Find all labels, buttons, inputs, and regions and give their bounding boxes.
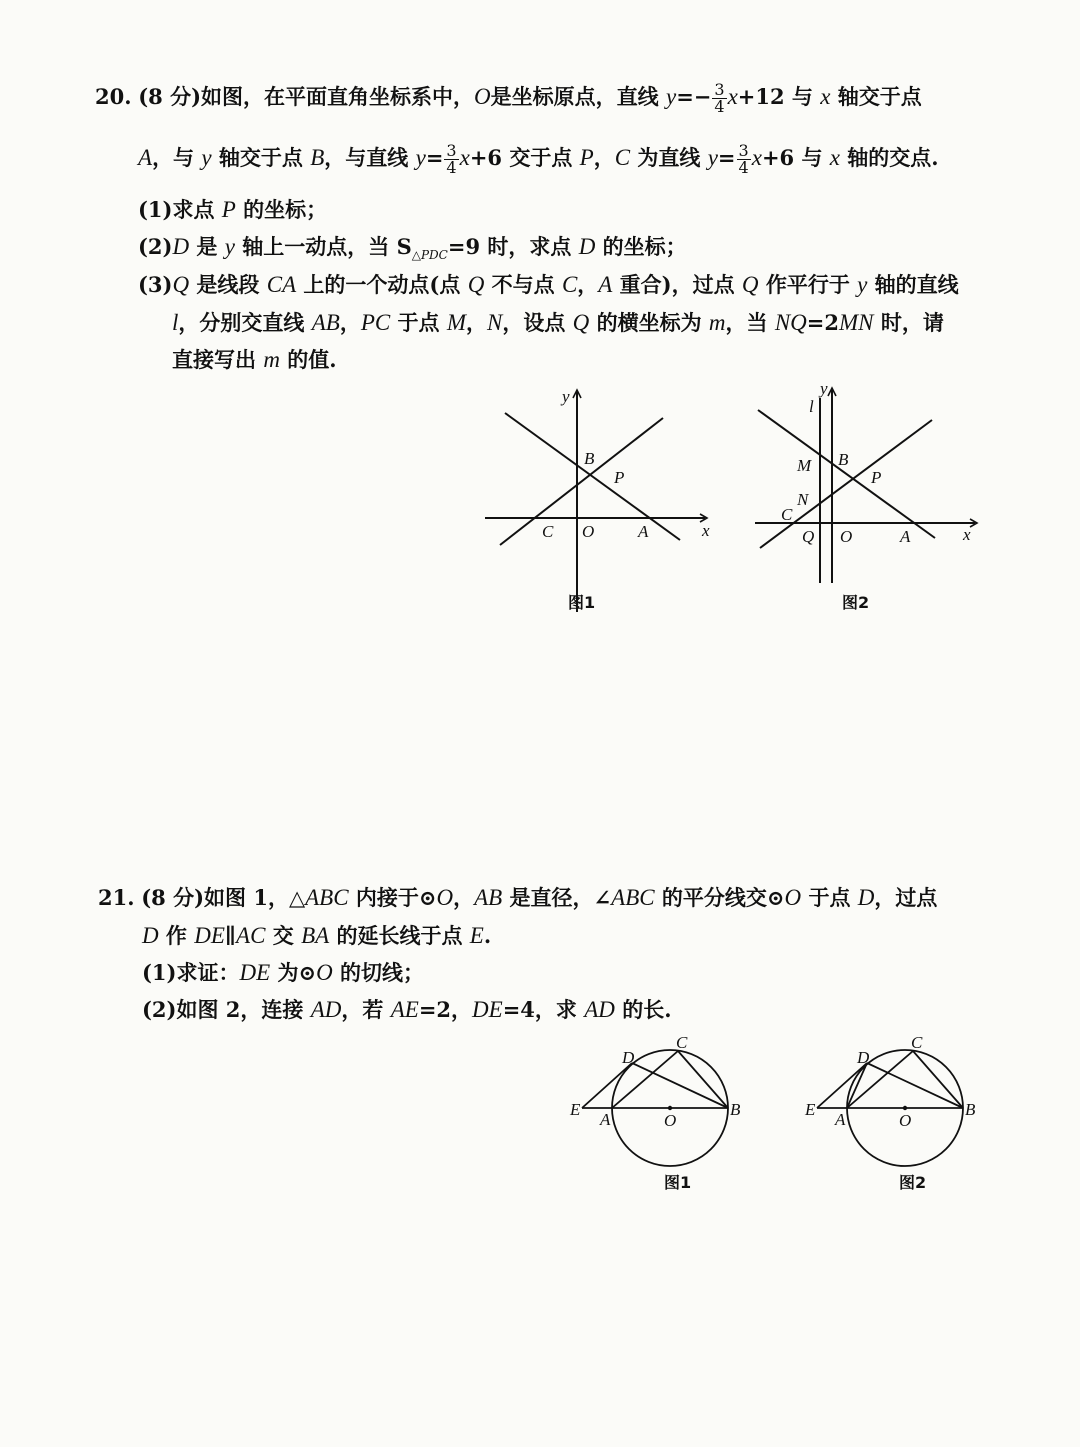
label-A: A [900,527,911,546]
text-q20-l2-3: 轴交于点 [211,145,311,170]
text-q21-l2-4: AC [236,923,266,948]
q20-line-2 [138,143,939,176]
segment-ED [817,1063,867,1108]
text-q21-p2-7: AD [584,997,615,1022]
label-l: l [809,397,814,416]
label-A: A [638,522,649,541]
text-q21-l1-1: ABC [305,885,349,910]
text-q20-l2-14: C [614,145,631,170]
text-q20-p3a-9: A [598,272,613,297]
text-q20-p3c-0: 直接写出 [172,347,264,372]
text-q21-fig2-labels-A: A [835,1110,846,1129]
text-q20-p3b-6: M [446,310,466,335]
text-q21-l1-2: 内接于⊙ [348,885,437,910]
text-q21-l2-1: 作 [158,923,195,948]
text-q21-l1-6: 是直径，∠ [502,885,612,910]
text-q20-p2-6: =9 时，求点 [447,234,579,259]
text-q20-p3a-12: 作平行于 [758,272,858,297]
text-q20-l1-3: y [665,84,677,109]
text-q21-fig2-labels-C: C [911,1033,923,1052]
text-q21-l1-10: 于点 [801,885,858,910]
text-q20-l2-4: B [310,145,325,170]
text-q21-l2-3: ∥ [224,923,237,948]
label-B: B [838,450,849,469]
text-q20-l2-9: 4 [446,158,457,177]
caption-fig2: 图2 [842,593,870,612]
text-q20-l2-13: ， [593,145,615,170]
text-q21-p1-1: DE [239,960,271,985]
text-q21-p2-0: (2)如图 2，连接 [142,997,311,1022]
text-q21-p1-0: (1)求证： [142,960,240,985]
text-q21-p2-8: 的长. [614,997,672,1022]
text-q21-p2-2: ，若 [341,997,391,1022]
text-q20-p3b-10: Q [572,310,590,335]
text-q20-l1-9: x [820,84,831,109]
text-q20-p3a-7: C [561,272,578,297]
q20-score: (8 分) [138,84,202,109]
text-q21-l2-9: . [483,923,492,948]
label-Q: Q [802,527,815,546]
text-q20-l2-20: x [751,145,762,170]
text-q21-fig2-labels-B: B [965,1100,976,1119]
text-q20-p3a-5: Q [467,272,485,297]
text-q20-p3a-8: ， [577,272,599,297]
caption-fig1: 图1 [568,593,596,612]
text-q20-l2-18: 3 [738,141,749,160]
text-q21-l1-0: 如图 1，△ [204,885,306,910]
text-q20-p2-3: y [224,234,235,259]
text-q20-p3b-1: ，分别交直线 [178,310,312,335]
text-q21-l2-7: 的延长线于点 [329,923,470,948]
label-O: O [582,522,595,541]
text-q20-p2-8: 的坐标； [595,234,687,259]
text-q21-l1-11: D [857,885,875,910]
text-q20-p2-0: (2) [138,234,173,259]
text-q20-l2-11: +6 交于点 [469,145,580,170]
text-q20-p3b-8: N [487,310,503,335]
label-M: M [797,456,812,475]
q20-part-3-line-3 [172,346,337,374]
q20-part-3-line-2 [172,309,944,337]
text-q21-fig1-labels-B: B [730,1100,741,1119]
text-q20-l1-0: 如图，在平面直角坐标系中， [201,84,475,109]
text-q20-l1-4: =− [676,84,712,109]
text-q20-l2-17: = [717,145,736,170]
text-q20-p3a-13: y [857,272,868,297]
label-x: x [963,525,971,544]
text-q20-p3b-0: l [172,310,179,335]
text-q20-p3b-4: PC [360,310,391,335]
text-q21-p1-4: 的切线； [332,960,425,985]
q20-figure-2 [750,380,990,620]
text-q20-p3a-14: 轴的直线 [867,272,959,297]
text-q20-l2-7: = [425,145,444,170]
label-P: P [871,468,882,487]
text-q21-fig1-labels-O: O [664,1111,677,1130]
fraction-3-4 [712,82,726,115]
q20-part-1 [138,196,327,224]
text-q21-p2-5: DE [472,997,503,1022]
text-q20-p3a-11: Q [741,272,759,297]
text-q20-l2-23: 轴的交点. [840,145,939,170]
center-dot [668,1106,672,1110]
q21-part-2 [142,996,672,1024]
text-q20-l2-19: 4 [738,158,749,177]
text-q21-p1-3: O [316,960,333,985]
text-q21-p1-2: 为⊙ [270,960,317,985]
text-q21-l1-9: O [784,885,802,910]
q21-line-2 [142,922,491,950]
text-q21-l1-4: ， [453,885,475,910]
text-q20-p1-2: 的坐标； [235,197,328,222]
text-q20-l1-1: O [474,84,491,109]
text-q21-l2-8: E [469,923,484,948]
q20-number: 20. [95,84,132,109]
q20-part-3-line-1 [138,271,959,299]
text-q20-p2-1: D [172,234,190,259]
text-q20-p3b-9: ，设点 [502,310,573,335]
text-q20-p2-5: △PDC [411,248,448,263]
text-q20-l2-21: +6 与 [761,145,830,170]
text-q20-p3a-3: CA [266,272,297,297]
text-q21-fig2-labels-O: O [899,1111,912,1130]
text-q20-l1-6: 4 [714,97,725,116]
caption-fig1: 图1 [664,1173,692,1192]
q20-part-2 [138,233,687,269]
text-q20-l2-2: y [201,145,212,170]
text-q20-p3a-0: (3) [138,272,173,297]
label-y: y [562,387,570,406]
segment-AD [847,1063,867,1108]
text-q21-fig1-labels-D: D [622,1048,635,1067]
segment-ED [582,1063,632,1108]
q21-figure-2 [795,1030,995,1200]
text-q21-fig2-labels-D: D [857,1048,870,1067]
text-q20-p3a-1: Q [172,272,190,297]
q21-part-1 [142,959,424,987]
text-q20-p2-2: 是 [189,234,225,259]
label-O: O [840,527,853,546]
text-q20-p3c-2: 的值. [279,347,337,372]
label-x: x [702,521,710,540]
text-q21-l2-2: DE [194,923,225,948]
text-q20-p1-1: P [221,197,236,222]
text-q20-p3b-14: NQ [774,310,807,335]
label-y: y [820,380,828,398]
fraction-3-4 [737,143,751,176]
label-C: C [542,522,554,541]
q21-score: (8 分) [141,885,205,910]
text-q20-p2-4: 轴上一动点，当 S [234,234,412,259]
text-q21-l1-7: ABC [611,885,655,910]
caption-fig2: 图2 [899,1173,927,1192]
text-q21-p2-1: AD [310,997,342,1022]
text-q20-p3b-2: AB [311,310,340,335]
text-q20-l1-7: x [727,84,738,109]
text-q21-l1-3: O [436,885,454,910]
text-q20-l2-8: 3 [446,141,457,160]
text-q20-p3b-11: 的横坐标为 [589,310,709,335]
text-q20-l2-16: y [707,145,718,170]
text-q20-p1-0: (1)求点 [138,197,222,222]
text-q21-fig2-labels-E: E [805,1100,816,1119]
text-q20-p3a-10: 重合)，过点 [612,272,742,297]
fraction-3-4 [444,143,458,176]
text-q20-p3a-2: 是线段 [189,272,267,297]
label-P: P [614,468,625,487]
text-q20-l2-5: ，与直线 [324,145,416,170]
text-q20-l1-10: 轴交于点 [830,84,922,109]
text-q20-l2-1: ，与 [152,145,202,170]
text-q20-l2-6: y [415,145,426,170]
text-q20-l2-15: 为直线 [630,145,708,170]
text-q21-l1-12: ，过点 [874,885,938,910]
text-q20-p3a-4: 上的一个动点(点 [296,272,468,297]
text-q20-p3a-6: 不与点 [484,272,562,297]
text-q20-p3c-1: m [263,347,280,372]
text-q21-l2-6: BA [301,923,330,948]
text-q21-p2-3: AE [390,997,419,1022]
center-dot [903,1106,907,1110]
text-q20-l2-10: x [459,145,470,170]
text-q20-l1-5: 3 [714,80,725,99]
text-q20-l2-22: x [829,145,840,170]
text-q20-p3b-5: 于点 [390,310,447,335]
q21-number: 21. [98,885,135,910]
text-q21-l1-8: 的平分线交⊙ [654,885,785,910]
text-q21-fig1-labels-C: C [676,1033,688,1052]
q20-line-1 [95,82,922,115]
text-q20-p3b-13: ，当 [725,310,775,335]
text-q20-p3b-17: 时，请 [873,310,944,335]
text-q21-p2-6: =4，求 [502,997,585,1022]
text-q20-p3b-16: MN [839,310,874,335]
text-q20-l2-0: A [138,145,153,170]
text-q21-fig1-labels-E: E [570,1100,581,1119]
text-q20-p3b-15: =2 [806,310,840,335]
q21-line-1 [98,884,937,912]
text-q21-l1-5: AB [474,885,503,910]
text-q20-p3b-3: ， [339,310,361,335]
text-q20-l1-8: +12 与 [737,84,821,109]
label-B: B [584,449,595,468]
text-q20-l1-2: 是坐标原点，直线 [490,84,666,109]
text-q21-fig1-labels-A: A [600,1110,611,1129]
q20-figure-1 [480,380,725,620]
text-q21-l2-5: 交 [265,923,302,948]
text-q20-p3b-7: ， [466,310,487,335]
text-q20-l2-12: P [579,145,594,170]
label-C: C [781,505,793,524]
text-q21-l2-0: D [142,923,159,948]
text-q21-p2-4: =2， [418,997,473,1022]
text-q20-p3b-12: m [708,310,726,335]
label-N: N [797,490,809,509]
q21-figure-1 [560,1030,760,1200]
text-q20-p2-7: D [578,234,596,259]
